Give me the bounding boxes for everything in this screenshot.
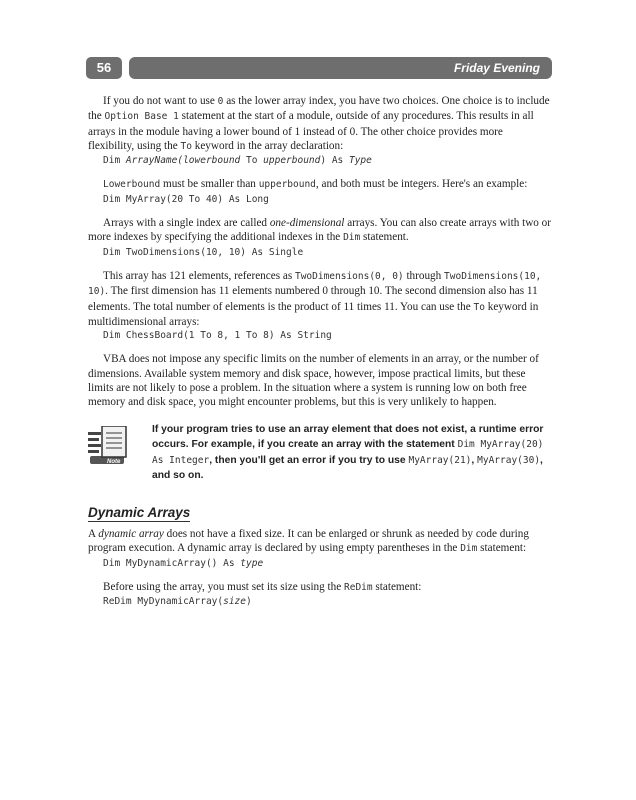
code-myarray: Dim MyArray(20 To 40) As Long	[103, 193, 269, 205]
code-mydynamicarray: Dim MyDynamicArray() As type	[103, 557, 264, 569]
paragraph-one-dimensional: Arrays with a single index are called one-dimensional arrays. You can also create arrays with two or more indexes by specifying the additional indexes in the Dim statement.	[88, 217, 551, 244]
note-text: If your program tries to use an array element that does not exist, a runtime error occurs. For example, if you create an array with the statement Dim MyArray(20) As Integer, then you'll get an error if you try to use MyArray(21), MyArray(30), and so on.	[152, 423, 544, 482]
section-title: Friday Evening	[129, 57, 552, 79]
note-icon-label: Note	[107, 458, 121, 465]
page-body	[88, 94, 551, 609]
note-callout	[88, 422, 551, 484]
paragraph-redim-intro: Before using the array, you must set its size using the ReDim statement:	[103, 580, 422, 593]
paragraph-121-elements: This array has 121 elements, references as TwoDimensions(0, 0) through TwoDimensions(10, 10). The first dimension has 11 elements numbered 0 through 10. The second dimension also has 11 elements. The total number of elements is the product of 11 times 11. You can use the To keyword in multidimensional arrays:	[88, 269, 542, 328]
heading-dynamic-arrays: Dynamic Arrays	[88, 506, 190, 522]
paragraph-dynamic-array: A dynamic array does not have a fixed size. It can be enlarged or shrunk as needed by code during program execution. A dynamic array is declared by using empty parentheses in the Dim statement:	[88, 527, 529, 555]
code-chessboard: Dim ChessBoard(1 To 8, 1 To 8) As String	[103, 330, 332, 342]
paragraph-bounds-rule: Lowerbound must be smaller than upperbound, and both must be integers. Here's an example:	[103, 178, 528, 191]
paragraph-vba-limits: VBA does not impose any specific limits on the number of elements in an array, or the number of dimensions. Available system memory and disk space, however, impose practical limits, but these limits are not likely to pose a problem. In the situation where a system is running low on both free memory and disk space, you might encounter problems, but this is very unlikely to happen.	[88, 353, 539, 409]
note-icon	[88, 426, 138, 466]
page-number: 56	[86, 57, 122, 79]
code-twodimensions: Dim TwoDimensions(10, 10) As Single	[103, 246, 304, 258]
paragraph-lower-bound-intro: If you do not want to use 0 as the lower array index, you have two choices. One choice is to include the Option Base 1 statement at the start of a module, outside of any procedures. This results in all arrays in the module having a lower bound of 1 instead of 0. The other choice provides more flexibility, using the To keyword in the array declaration:	[88, 95, 550, 152]
code-dim-syntax: Dim ArrayName(lowerbound To upperbound) As Type	[103, 155, 372, 167]
code-redim: ReDim MyDynamicArray(size)	[103, 596, 252, 608]
